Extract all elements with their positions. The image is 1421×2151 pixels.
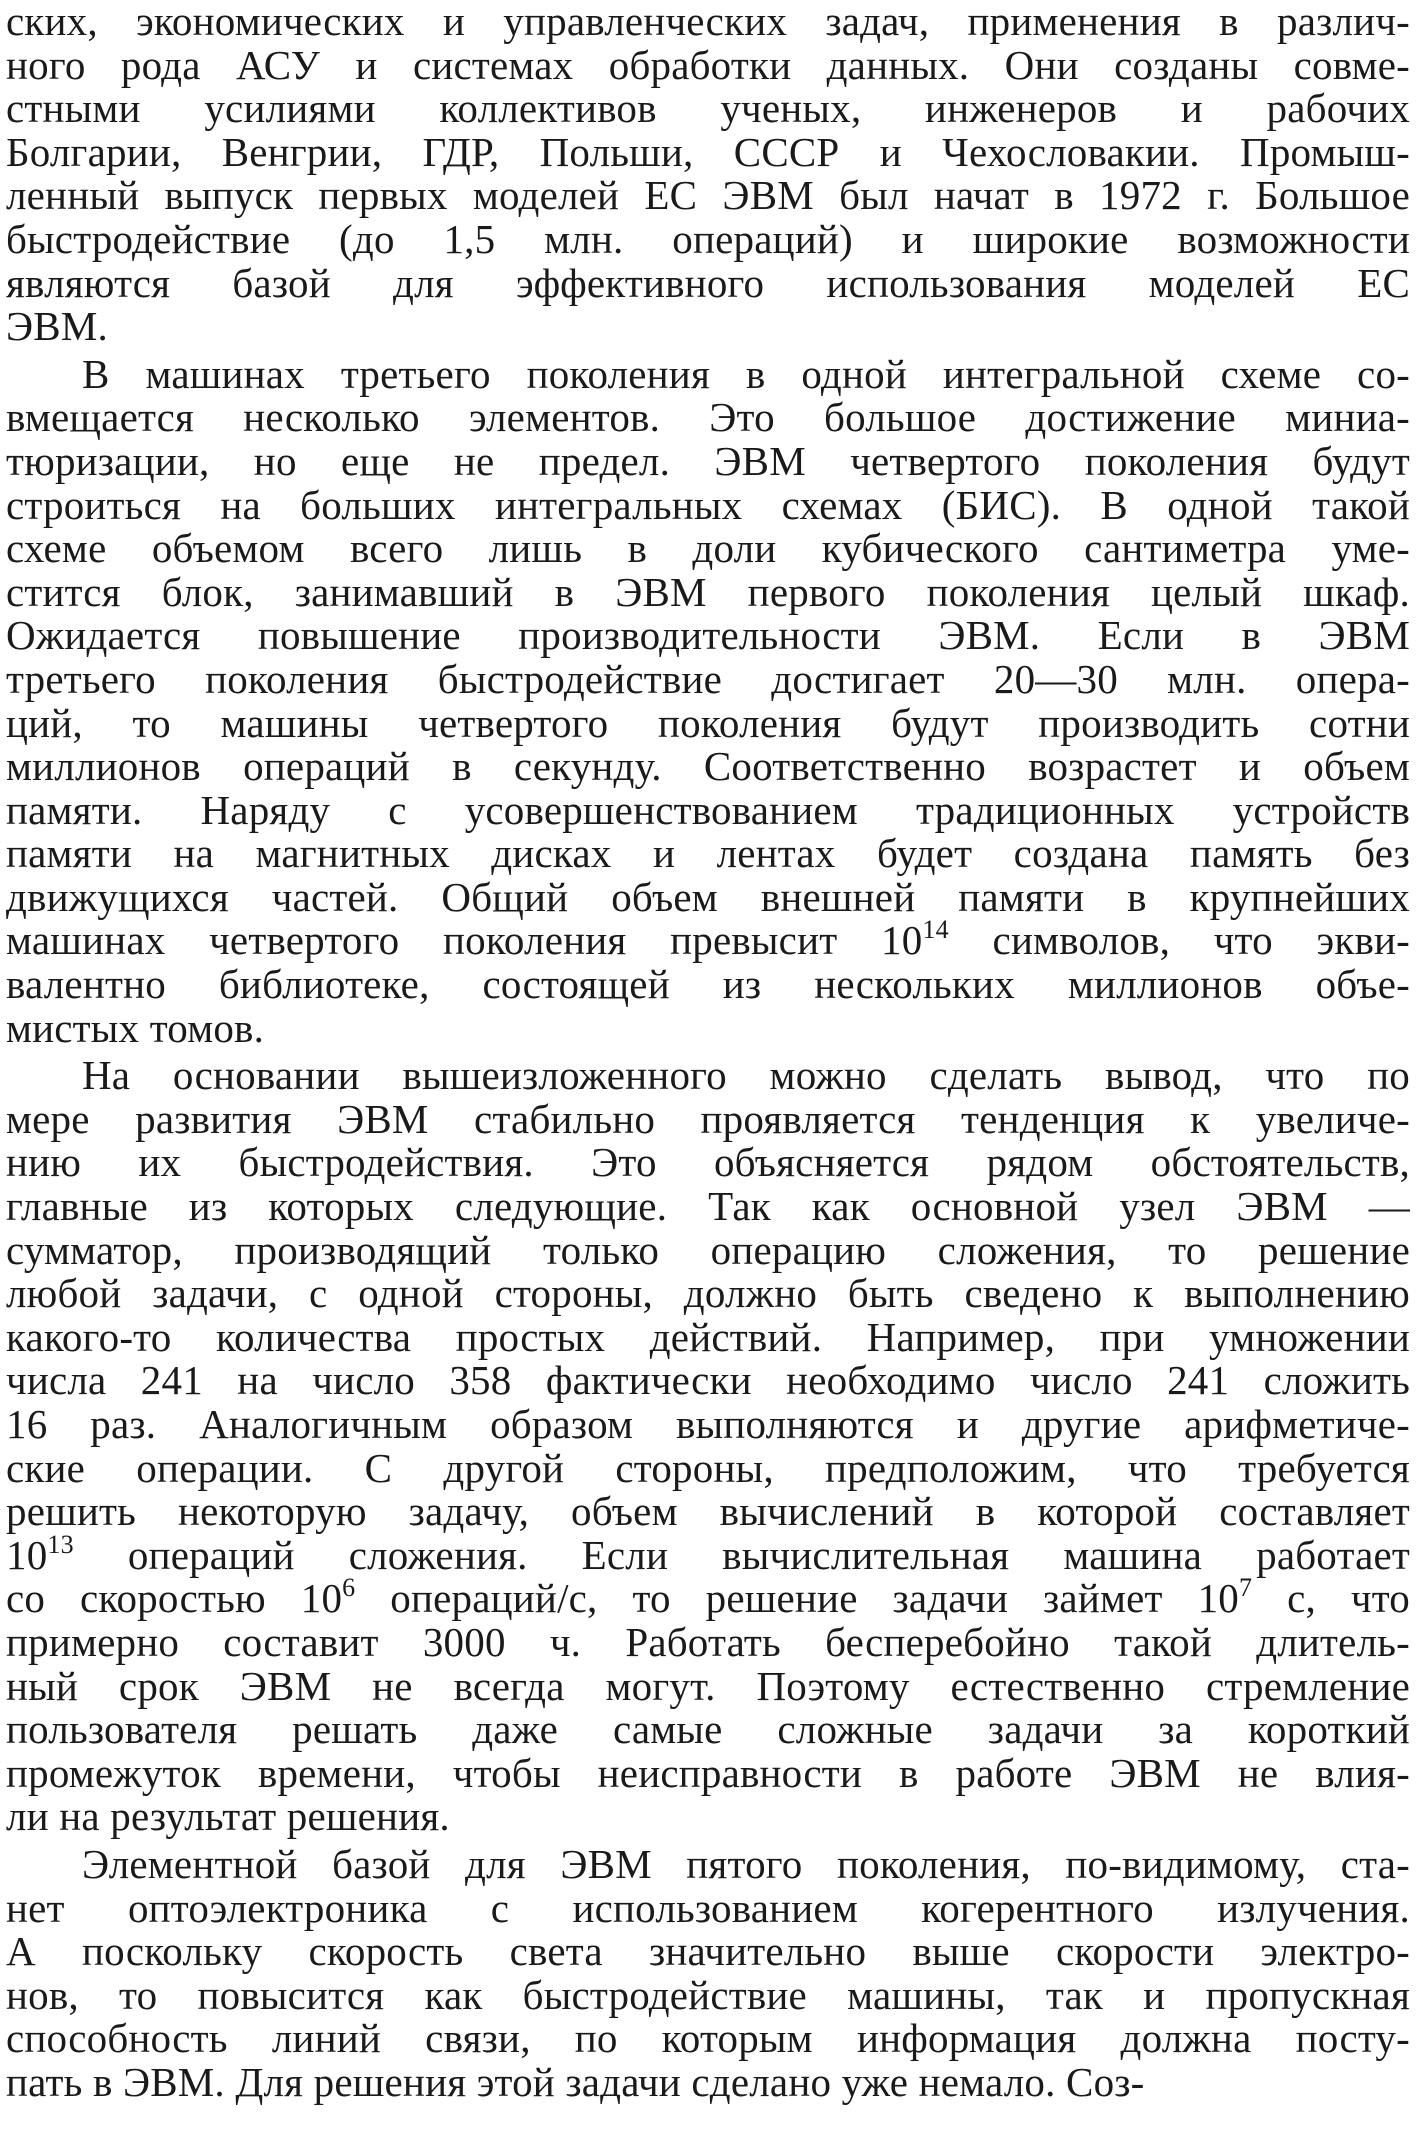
text-line: схеме объемом всего лишь в доли кубического сантиметра уме- (6, 525, 1410, 572)
text-line: миллионов операций в секунду. Соответственно возрастет и объем (6, 743, 1410, 790)
text-line: со скоростью $10^6$ операций/с, то решение задачи займет $10^7$ с, что (6, 1573, 1410, 1622)
text-line: пать в ЭВМ. Для решения этой задачи сделано уже немало. Соз- (6, 2058, 1145, 2105)
text-line: В машинах третьего поколения в одной интегральной схеме со- (82, 350, 1410, 397)
book-page (6, 0, 1410, 2151)
text-line: ций, то машины четвертого поколения будут производить сотни (6, 699, 1410, 746)
text-line: числа 241 на число 358 фактически необходимо число 241 сложить (6, 1357, 1410, 1404)
text-line: стными усилиями коллективов ученых, инженеров и рабочих (6, 85, 1410, 132)
text-line: способность линий связи, по которым информация должна посту- (6, 2015, 1410, 2062)
text-line: строиться на больших интегральных схемах (БИС). В одной такой (6, 481, 1410, 528)
text-line: главные из которых следующие. Так как основной узел ЭВМ — (6, 1183, 1410, 1230)
text-line: ских, экономических и управленческих задач, применения в различ- (6, 0, 1410, 44)
text-line: $10^{13}$ операций сложения. Если вычислительная машина работает (6, 1529, 1410, 1578)
text-line: мере развития ЭВМ стабильно проявляется тенденция к увеличе- (6, 1095, 1410, 1142)
text-line: ного рода АСУ и системах обработки данных. Они созданы совме- (6, 41, 1410, 88)
text-line: стится блок, занимавший в ЭВМ первого поколения целый шкаф. (6, 568, 1410, 615)
text-line: ный срок ЭВМ не всегда могут. Поэтому естественно стремление (6, 1662, 1410, 1709)
text-line: ли на результат решения. (6, 1793, 450, 1840)
text-line: тюризации, но еще не предел. ЭВМ четвертого поколения будут (6, 437, 1410, 484)
text-line: мистых томов. (6, 1004, 265, 1051)
text-line: 16 раз. Аналогичным образом выполняются и другие арифметиче- (6, 1401, 1410, 1447)
paragraph (6, 0, 1410, 349)
paragraph (6, 350, 1410, 1051)
text-line: быстродействие (до 1,5 млн. операций) и широкие возможности (6, 215, 1410, 262)
text-line: Ожидается повышение производительности ЭВМ. Если в ЭВМ (6, 612, 1410, 659)
text-line: промежуток времени, чтобы неисправности в работе ЭВМ не влия- (6, 1749, 1410, 1796)
text-line: решить некоторую задачу, объем вычислений в которой составляет (6, 1488, 1410, 1535)
text-line: ские операции. С другой стороны, предположим, что требуется (6, 1444, 1410, 1491)
text-line: памяти. Наряду с усовершенствованием традиционных устройств (6, 786, 1410, 833)
text-line: сумматор, производящий только операцию сложения, то решение (6, 1226, 1410, 1273)
exponent: 6 (342, 1573, 356, 1603)
text-line: ЭВМ. (6, 303, 108, 350)
text-line: любой задачи, с одной стороны, должно быть сведено к выполнению (6, 1270, 1410, 1317)
text-line: какого-то количества простых действий. Например, при умножении (6, 1313, 1410, 1360)
text-line: третьего поколения быстродействие достигает 20—30 млн. опера- (6, 655, 1410, 702)
text-line: движущихся частей. Общий объем внешней памяти в крупнейших (6, 873, 1410, 920)
exponent: 14 (922, 915, 949, 945)
text-line: ленный выпуск первых моделей ЕС ЭВМ был начат в 1972 г. Большое (6, 172, 1410, 219)
text-line: валентно библиотеке, состоящей из нескольких миллионов объе- (6, 961, 1410, 1008)
text-line: Элементной базой для ЭВМ пятого поколения, по-видимому, ста- (82, 1840, 1410, 1887)
text-line: нов, то повысится как быстродействие машины, так и пропускная (6, 1971, 1410, 2018)
text-line: машинах четвертого поколения превысит $10^{14}$ символов, что экви- (6, 915, 1410, 964)
text-line: памяти на магнитных дисках и лентах будет создана память без (6, 830, 1410, 877)
text-line: нет оптоэлектроника с использованием когерентного излучения. (6, 1884, 1410, 1931)
exponent: 13 (47, 1529, 74, 1559)
text-line: А поскольку скорость света значительно выше скорости электро- (6, 1928, 1410, 1975)
text-line: вмещается несколько элементов. Это большое достижение миниа- (6, 394, 1410, 441)
paragraph (6, 1054, 1410, 1839)
text-line: Болгарии, Венгрии, ГДР, Польши, СССР и Чехословакии. Промыш- (6, 128, 1410, 175)
paragraph (6, 1840, 1410, 2105)
text-line: На основании вышеизложенного можно сделать вывод, что по (82, 1052, 1410, 1099)
text-line: являются базой для эффективного использования моделей ЕС (6, 259, 1410, 306)
text-line: примерно составит 3000 ч. Работать бесперебойно такой длитель- (6, 1618, 1410, 1665)
text-line: нию их быстродействия. Это объясняется рядом обстоятельств, (6, 1139, 1410, 1186)
exponent: 7 (1238, 1573, 1253, 1603)
text-line: пользователя решать даже самые сложные задачи за короткий (6, 1706, 1410, 1753)
